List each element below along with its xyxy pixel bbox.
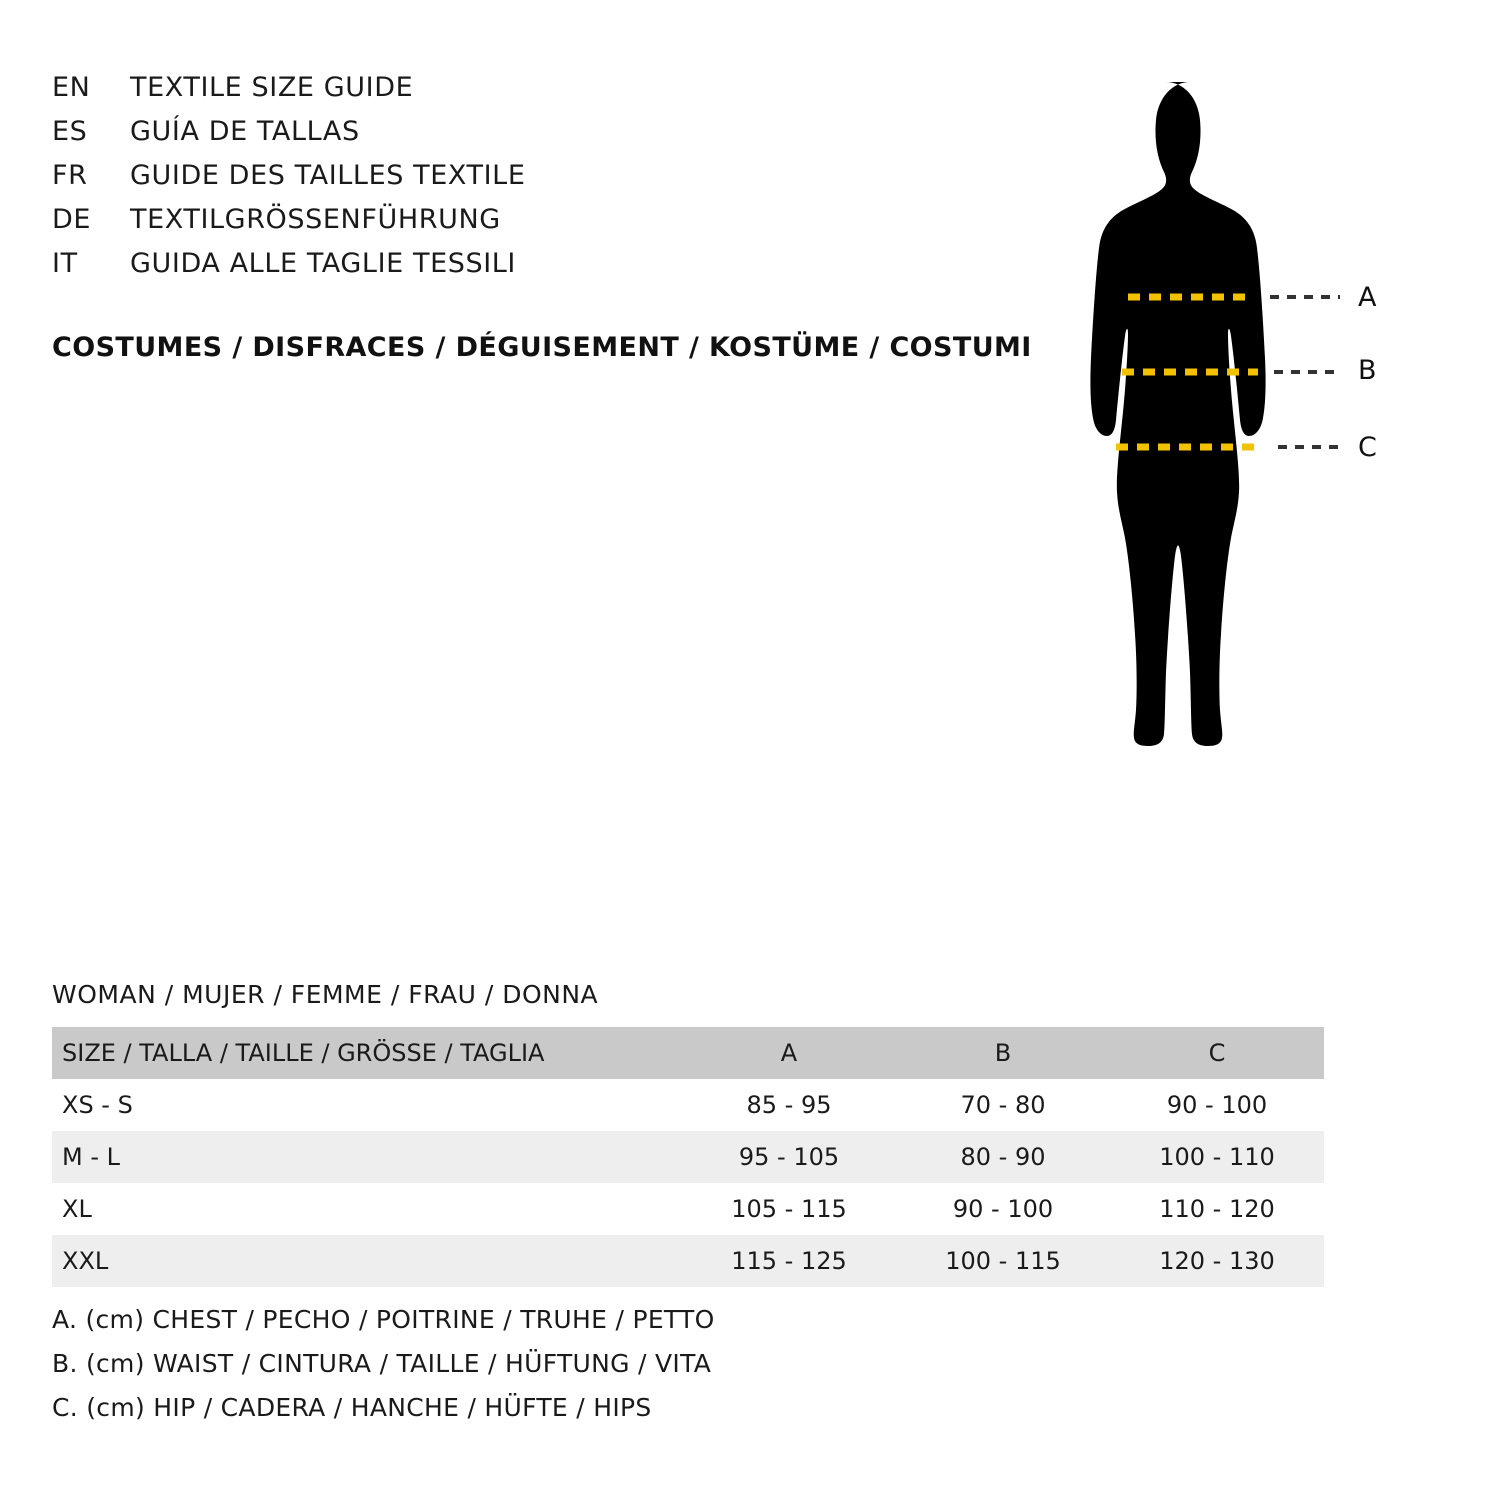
measurement-legend [52,1298,1052,1430]
marker-label-b: B [1358,355,1377,386]
table-header [52,1027,1324,1079]
language-text-en: TEXTILE SIZE GUIDE [130,72,414,103]
marker-label-a: A [1358,282,1377,313]
language-row-de [52,204,1032,248]
language-code-fr: FR [52,160,88,191]
language-text-es: GUÍA DE TALLAS [130,116,360,147]
size-table-section [52,980,1314,1287]
legend-line-a: A. (cm) CHEST / PECHO / POITRINE / TRUHE / PETTO [52,1305,715,1334]
cell-size: M - L [62,1143,120,1171]
language-code-en: EN [52,72,91,103]
marker-label-c: C [1358,432,1377,463]
cell-size: XXL [62,1247,109,1275]
cell-b: 70 - 80 [960,1091,1046,1119]
language-row-en [52,72,1032,116]
column-header-c: C [1208,1039,1226,1067]
woman-silhouette-icon [1040,60,1460,940]
language-code-de: DE [52,204,92,235]
cell-size: XL [62,1195,92,1223]
language-code-it: IT [52,248,78,279]
column-header-b: B [994,1039,1012,1067]
size-table [52,1027,1324,1287]
language-code-es: ES [52,116,88,147]
table-row [52,1079,1324,1131]
cell-b: 100 - 115 [945,1247,1061,1275]
costumes-subtitle: COSTUMES / DISFRACES / DÉGUISEMENT / KOSTÜME / COSTUMI [52,332,1032,363]
language-row-it [52,248,1032,292]
column-header-size: SIZE / TALLA / TAILLE / GRÖSSE / TAGLIA [62,1039,545,1067]
column-header-a: A [780,1039,798,1067]
language-text-de: TEXTILGRÖSSENFÜHRUNG [130,204,501,235]
table-title: WOMAN / MUJER / FEMME / FRAU / DONNA [52,980,599,1009]
table-body [52,1079,1324,1287]
legend-line-b: B. (cm) WAIST / CINTURA / TAILLE / HÜFTUNG / VITA [52,1349,712,1378]
language-header-block [52,72,1032,292]
cell-a: 95 - 105 [738,1143,840,1171]
legend-line-c: C. (cm) HIP / CADERA / HANCHE / HÜFTE / HIPS [52,1393,652,1422]
cell-b: 80 - 90 [960,1143,1046,1171]
language-row-es [52,116,1032,160]
cell-a: 105 - 115 [731,1195,847,1223]
cell-c: 110 - 120 [1159,1195,1275,1223]
table-header-row [52,1027,1324,1079]
language-text-fr: GUIDE DES TAILLES TEXTILE [130,160,526,191]
table-row [52,1183,1324,1235]
cell-c: 90 - 100 [1166,1091,1268,1119]
cell-c: 100 - 110 [1159,1143,1275,1171]
table-row [52,1131,1324,1183]
language-text-it: GUIDA ALLE TAGLIE TESSILI [130,248,516,279]
cell-a: 115 - 125 [731,1247,847,1275]
cell-c: 120 - 130 [1159,1247,1275,1275]
table-row [52,1235,1324,1287]
language-row-fr [52,160,1032,204]
cell-size: XS - S [62,1091,133,1119]
cell-a: 85 - 95 [746,1091,832,1119]
figure-diagram [1040,60,1460,940]
cell-b: 90 - 100 [952,1195,1054,1223]
